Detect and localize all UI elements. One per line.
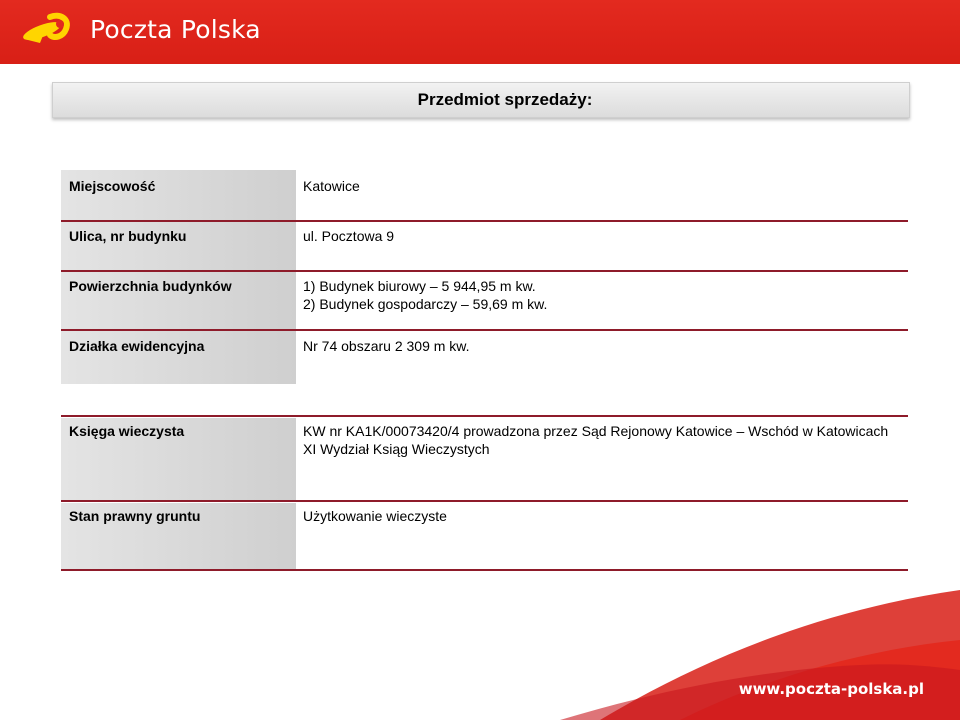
label-powierzchnia: Powierzchnia budynków [69,278,232,294]
value-stan-prawny: Użytkowanie wieczyste [303,508,447,524]
value-powierzchnia-line-2: 2) Budynek gospodarczy – 59,69 m kw. [303,296,548,312]
row-divider [61,220,908,222]
label-dzialka: Działka ewidencyjna [69,338,205,354]
section-title-box [52,82,910,118]
row-divider [61,500,908,502]
label-ksiega: Księga wieczysta [69,423,185,439]
label-ulica: Ulica, nr budynku [69,228,187,244]
footer-url[interactable]: www.poczta-polska.pl [738,680,924,698]
section-title: Przedmiot sprzedaży: [417,90,593,109]
logo-text: Poczta Polska [90,15,261,44]
label-miejscowosc: Miejscowość [69,178,156,194]
value-ulica: ul. Pocztowa 9 [303,228,395,244]
row-divider [61,270,908,272]
poczta-polska-horn-icon [20,9,84,55]
label-stan-prawny: Stan prawny gruntu [69,508,201,524]
value-ksiega: KW nr KA1K/00073420/4 prowadzona przez Sąd Rejonowy Katowice – Wschód w Katowicach XI Wydział Ksiąg Wieczystych [303,423,889,457]
value-powierzchnia-line-1: 1) Budynek biurowy – 5 944,95 m kw. [303,278,536,294]
row-divider [61,415,908,417]
value-dzialka: Nr 74 obszaru 2 309 m kw. [303,338,470,354]
value-miejscowosc: Katowice [303,178,360,194]
row-divider [61,329,908,331]
header-bar [0,0,960,64]
